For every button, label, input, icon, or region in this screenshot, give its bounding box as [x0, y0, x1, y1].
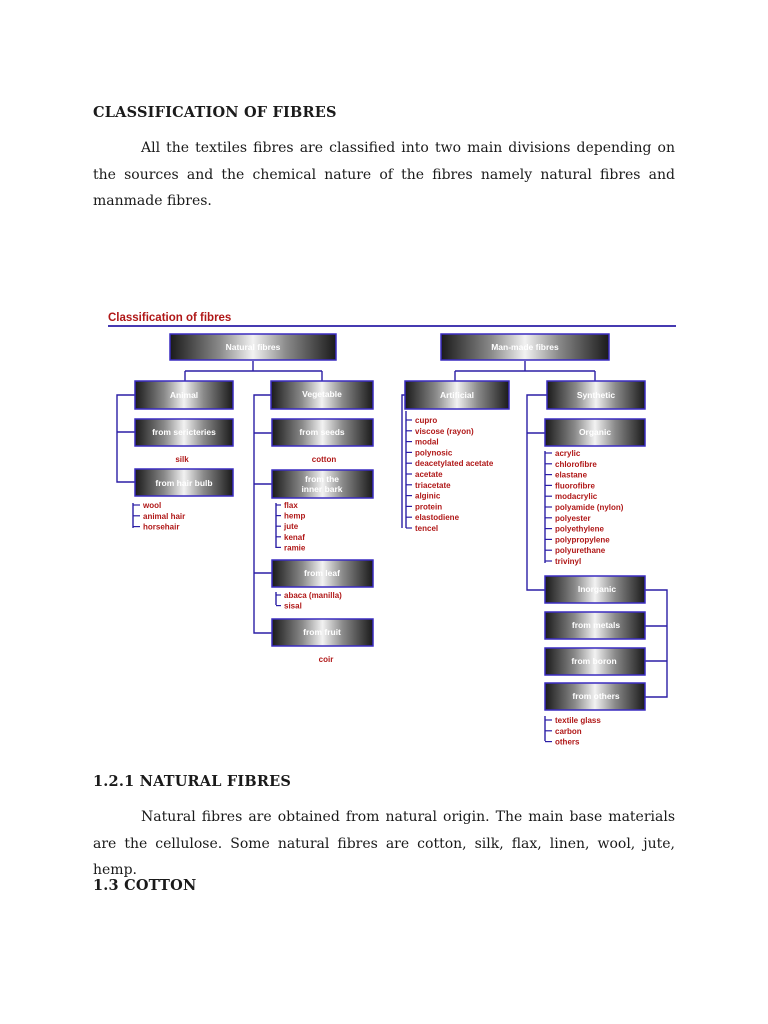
- leaf-item: modal: [415, 437, 439, 447]
- box-artificial: [405, 381, 509, 409]
- box-hair-bulb-label: from hair bulb: [155, 478, 213, 488]
- leaf-item: horsehair: [143, 522, 180, 532]
- natural-paragraph: Natural fibres are obtained from natural origin. The main base materials are the cellulose. Some natural fibres are cotton, silk, flax, linen, wool, jute, hemp.: [93, 809, 675, 878]
- box-from-boron: [545, 648, 645, 675]
- box-inorganic-label: Inorganic: [577, 584, 617, 594]
- leaf-item: polyethylene: [555, 524, 604, 534]
- leaf-coir: coir: [318, 655, 334, 664]
- leaf-item: ramie: [284, 543, 306, 553]
- leaf-item: polyamide (nylon): [555, 503, 624, 512]
- list-others: [545, 716, 601, 747]
- list-inner-bark: [276, 501, 306, 552]
- box-from-seeds: [272, 419, 373, 446]
- leaf-item: alginic: [415, 491, 441, 501]
- leaf-item: polyester: [555, 513, 591, 523]
- box-vegetable: [271, 381, 373, 409]
- box-sericteries-label: from sericteries: [152, 427, 216, 437]
- leaf-item: flax: [284, 501, 298, 510]
- leaf-silk: silk: [175, 455, 189, 464]
- box-others-label: from others: [572, 691, 620, 701]
- leaf-item: modacrylic: [555, 492, 598, 502]
- list-leaf: [276, 591, 342, 611]
- box-leaf-label: from leaf: [304, 568, 340, 578]
- box-from-metals: [545, 612, 645, 639]
- leaf-item: kenaf: [284, 532, 305, 542]
- list-hair-bulb: [133, 501, 185, 532]
- box-fruit-label: from fruit: [303, 627, 341, 637]
- leaf-item: fluorofibre: [555, 481, 595, 491]
- leaf-item: polypropylene: [555, 535, 610, 545]
- heading-natural-fibres: 1.2.1 NATURAL FIBRES: [93, 773, 292, 790]
- leaf-item: deacetylated acetate: [415, 459, 494, 469]
- box-artificial-label: Artificial: [439, 390, 475, 400]
- box-manmade-label: Man-made fibres: [491, 342, 559, 352]
- leaf-item: hemp: [284, 511, 306, 521]
- box-inorganic: [545, 576, 645, 603]
- heading-cotton: 1.3 COTTON: [93, 877, 197, 894]
- box-vegetable-label: Vegetable: [302, 389, 342, 399]
- box-metals-label: from metals: [571, 620, 621, 630]
- leaf-item: elastane: [555, 470, 588, 480]
- leaf-item: sisal: [284, 601, 302, 611]
- leaf-item: acetate: [415, 470, 443, 479]
- list-artificial: [406, 416, 494, 533]
- leaf-item: viscose (rayon): [415, 426, 474, 436]
- box-organic: [545, 419, 645, 446]
- diagram-title: Classification of fibres: [108, 312, 232, 324]
- leaf-item: protein: [415, 502, 443, 512]
- leaf-cotton: cotton: [311, 455, 337, 464]
- intro-paragraph: All the textiles fibres are classified into two main divisions depending on the sources and the chemical nature of the fibres namely natural fibres and manmade fibres.: [93, 140, 675, 209]
- leaf-item: polynosic: [415, 448, 453, 458]
- heading-classification: CLASSIFICATION OF FIBRES: [93, 104, 337, 121]
- leaf-item: triacetate: [415, 480, 451, 490]
- box-synthetic: [547, 381, 645, 409]
- box-inner-bark-label-1: from the: [305, 474, 339, 484]
- box-from-others: [545, 683, 645, 710]
- leaf-item: trivinyl: [555, 557, 582, 566]
- box-animal: [135, 381, 233, 409]
- leaf-item: carbon: [555, 726, 582, 736]
- box-from-fruit: [272, 619, 373, 646]
- box-natural-fibres: [170, 334, 336, 360]
- box-synthetic-label: Synthetic: [576, 390, 616, 400]
- leaf-item: acrylic: [555, 449, 581, 458]
- box-seeds-label: from seeds: [299, 427, 345, 437]
- leaf-item: animal hair: [143, 511, 186, 521]
- leaf-item: elastodiene: [415, 513, 460, 523]
- box-inner-bark-label-2: inner bark: [301, 484, 343, 494]
- box-natural-label: Natural fibres: [225, 342, 281, 352]
- leaf-item: jute: [284, 522, 299, 532]
- leaf-item: polyurethane: [555, 546, 606, 556]
- leaf-item: abaca (manilla): [284, 591, 342, 600]
- box-from-leaf: [272, 560, 373, 587]
- box-from-sericteries: [135, 419, 233, 446]
- leaf-item: wool: [143, 501, 162, 510]
- leaf-item: others: [555, 737, 580, 747]
- box-from-hair-bulb: [135, 469, 233, 496]
- leaf-item: cupro: [415, 416, 438, 425]
- list-organic: [545, 449, 624, 566]
- leaf-item: chlorofibre: [555, 459, 597, 469]
- box-animal-label: Animal: [169, 390, 199, 400]
- leaf-item: textile glass: [555, 716, 601, 725]
- box-manmade-fibres: [441, 334, 609, 360]
- box-from-inner-bark: [272, 470, 373, 498]
- box-organic-label: Organic: [578, 427, 612, 437]
- box-boron-label: from boron: [571, 656, 617, 666]
- leaf-item: tencel: [415, 524, 439, 533]
